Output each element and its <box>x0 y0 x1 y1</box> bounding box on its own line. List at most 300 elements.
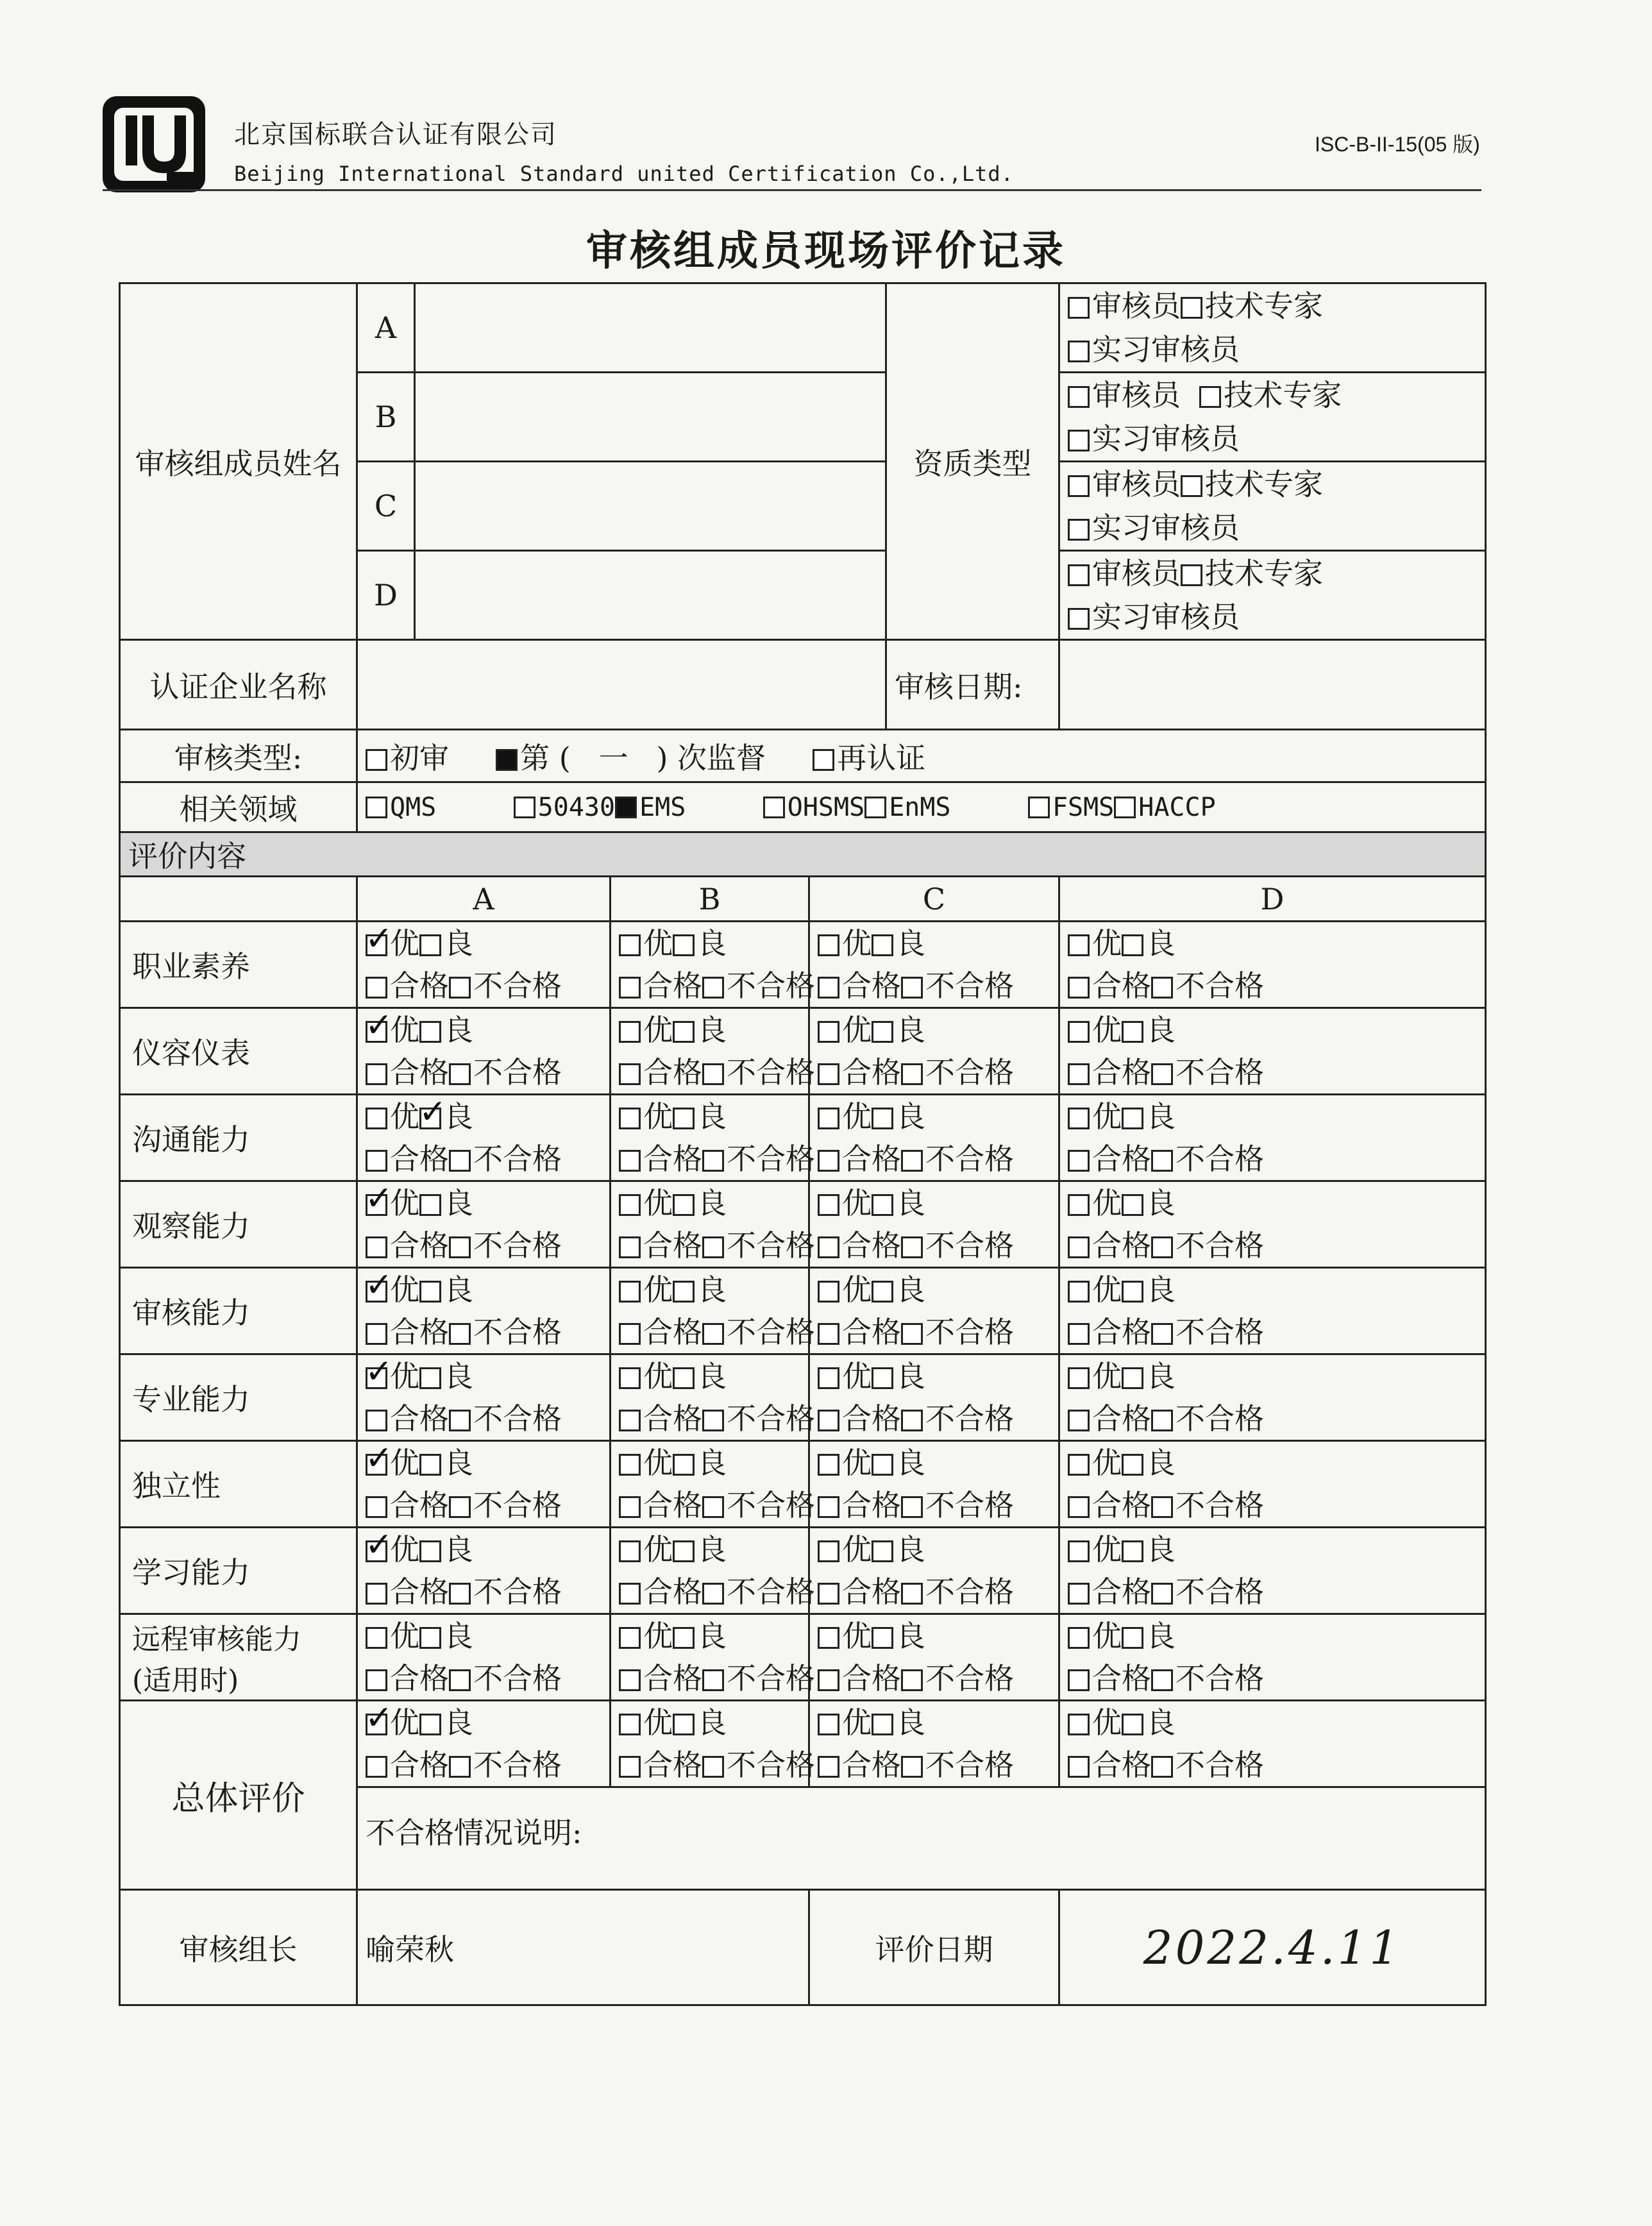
checkbox[interactable] <box>872 1540 893 1562</box>
checkbox[interactable] <box>763 797 785 818</box>
checkbox[interactable] <box>619 1583 641 1605</box>
checkbox[interactable] <box>673 1627 695 1649</box>
rating-option-label: 合格 <box>643 1574 702 1609</box>
checkbox[interactable] <box>818 1714 839 1735</box>
checkbox[interactable] <box>449 1583 471 1605</box>
rating-option-label: 良 <box>1146 1013 1176 1047</box>
checkbox[interactable] <box>1199 386 1221 408</box>
checkbox[interactable] <box>1122 934 1143 956</box>
checkbox[interactable] <box>818 977 839 999</box>
checkbox[interactable] <box>366 749 387 771</box>
checkbox[interactable] <box>1151 1410 1173 1431</box>
checkbox[interactable] <box>366 1108 387 1129</box>
rating-cell-a[interactable] <box>357 1614 611 1701</box>
checkbox[interactable] <box>702 1236 724 1258</box>
rating-option-label: 不合格 <box>727 1661 815 1696</box>
checkbox[interactable] <box>901 1410 923 1431</box>
checkbox[interactable] <box>818 1150 839 1172</box>
checkbox[interactable] <box>1068 977 1090 999</box>
checkbox[interactable] <box>1068 1583 1090 1605</box>
rating-option-label: 合格 <box>643 1401 702 1436</box>
checkbox[interactable] <box>619 1108 641 1129</box>
qualification-a[interactable]: 审核员 技术专家 实习审核员 <box>1059 283 1486 373</box>
checkbox[interactable] <box>673 1540 695 1562</box>
checkbox[interactable] <box>1068 1281 1090 1303</box>
checkbox[interactable] <box>1151 1756 1173 1778</box>
checkbox[interactable] <box>872 1021 893 1043</box>
checkbox[interactable] <box>1068 1410 1090 1431</box>
checkbox[interactable] <box>1068 475 1090 497</box>
checkbox-checked[interactable] <box>365 1006 393 1045</box>
rating-cell-b[interactable] <box>611 1441 815 1528</box>
checkbox-checked[interactable] <box>615 797 637 818</box>
member-name-b[interactable] <box>415 373 886 462</box>
rating-option-label: 不合格 <box>925 1228 1014 1263</box>
checkbox[interactable] <box>619 1627 641 1649</box>
checkbox-checked[interactable] <box>496 749 518 771</box>
rating-option-label: 优 <box>390 1099 419 1134</box>
rating-option-label: 良 <box>896 1532 925 1567</box>
checkbox[interactable] <box>901 1496 923 1518</box>
rating-option-label: 良 <box>444 1619 473 1653</box>
company-name-en: Beijing International Standard united Certification Co.,Ltd. <box>234 162 1014 186</box>
checkbox[interactable] <box>1181 297 1202 319</box>
rating-option-label: 优 <box>1092 1013 1122 1047</box>
checkbox[interactable] <box>673 1367 695 1389</box>
rating-option-label: 不合格 <box>473 1748 562 1782</box>
rating-cell-d[interactable] <box>1059 1441 1486 1528</box>
rating-cell-a[interactable] <box>357 1354 611 1441</box>
rating-option-label: 合格 <box>842 968 901 1003</box>
checkbox[interactable] <box>1181 564 1202 586</box>
checkbox[interactable] <box>1181 475 1202 497</box>
rating-cell-b[interactable] <box>611 1095 815 1181</box>
checkbox[interactable] <box>1028 797 1050 818</box>
rating-cell-c[interactable] <box>809 1181 1059 1268</box>
rating-cell-c[interactable] <box>809 1095 1059 1181</box>
rating-option-label: 合格 <box>1092 968 1151 1003</box>
checkbox[interactable] <box>619 1714 641 1735</box>
rating-cell-b[interactable] <box>611 922 815 1008</box>
checkbox[interactable] <box>619 1150 641 1172</box>
checkbox[interactable] <box>619 1669 641 1691</box>
checkbox[interactable] <box>1068 519 1090 541</box>
checkbox[interactable] <box>1068 1063 1090 1085</box>
checkbox[interactable] <box>619 1454 641 1476</box>
checkbox[interactable] <box>818 1540 839 1562</box>
checkbox[interactable] <box>901 977 923 999</box>
audit-type-options[interactable]: 初审 第 ( 一 ) 次监督 再认证 <box>357 730 1486 782</box>
checkbox[interactable] <box>673 1194 695 1216</box>
checkbox[interactable] <box>1068 1496 1090 1518</box>
rating-option-label: 合格 <box>390 1748 449 1782</box>
rating-option-label: 合格 <box>390 968 449 1003</box>
checkbox[interactable] <box>1151 1150 1173 1172</box>
checkbox[interactable] <box>1151 977 1173 999</box>
checkbox[interactable] <box>1068 1194 1090 1216</box>
checkbox[interactable] <box>818 1454 839 1476</box>
nonconformity-explanation[interactable]: 不合格情况说明: <box>357 1787 1486 1890</box>
checkbox[interactable] <box>449 1756 471 1778</box>
rating-cell-b[interactable] <box>611 1354 815 1441</box>
checkbox[interactable] <box>449 1496 471 1518</box>
checkbox[interactable] <box>818 1410 839 1431</box>
rating-cell-d[interactable] <box>1059 1181 1486 1268</box>
rating-option-label: 良 <box>444 1705 473 1740</box>
checkbox[interactable] <box>366 1496 387 1518</box>
checkbox[interactable] <box>901 1323 923 1345</box>
checkbox[interactable] <box>872 1281 893 1303</box>
rating-option-label: 合格 <box>1092 1661 1151 1696</box>
checkbox[interactable] <box>1151 1236 1173 1258</box>
checkbox[interactable] <box>619 934 641 956</box>
checkbox[interactable] <box>366 1323 387 1345</box>
checkbox[interactable] <box>419 1281 441 1303</box>
checkbox[interactable] <box>673 1714 695 1735</box>
rating-option-label: 合格 <box>1092 1574 1151 1609</box>
rating-option-label: 优 <box>1092 1359 1122 1394</box>
checkbox[interactable] <box>818 1063 839 1085</box>
checkbox[interactable] <box>1068 564 1090 586</box>
checkbox[interactable] <box>702 1756 724 1778</box>
checkbox[interactable] <box>1122 1714 1143 1735</box>
checkbox[interactable] <box>619 1540 641 1562</box>
checkbox[interactable] <box>366 1627 387 1649</box>
checkbox[interactable] <box>619 1236 641 1258</box>
company-name-field[interactable] <box>357 640 886 730</box>
rating-cell-a[interactable] <box>357 1008 611 1095</box>
checkbox[interactable] <box>1068 341 1090 362</box>
rating-option-label: 良 <box>697 1013 727 1047</box>
checkbox[interactable] <box>1122 1108 1143 1129</box>
checkbox[interactable] <box>872 1194 893 1216</box>
checkbox[interactable] <box>872 1627 893 1649</box>
checkbox[interactable] <box>702 1496 724 1518</box>
rating-cell-a[interactable] <box>357 1095 611 1181</box>
checkbox-checked[interactable] <box>365 1179 393 1218</box>
rating-cell-a[interactable] <box>357 1181 611 1268</box>
rating-option-label: 良 <box>444 1446 473 1480</box>
checkbox[interactable] <box>818 1021 839 1043</box>
rating-option-label: 不合格 <box>1176 1748 1264 1782</box>
checkbox[interactable] <box>449 1669 471 1691</box>
checkbox[interactable] <box>1068 1714 1090 1735</box>
checkbox[interactable] <box>702 977 724 999</box>
checkbox[interactable] <box>366 1063 387 1085</box>
eval-date-label: 评价日期 <box>809 1890 1059 2005</box>
checkbox[interactable] <box>619 1021 641 1043</box>
checkbox[interactable] <box>419 1021 441 1043</box>
rating-cell-a[interactable] <box>357 1441 611 1528</box>
checkbox[interactable] <box>901 1669 923 1691</box>
checkbox[interactable] <box>818 1236 839 1258</box>
criterion-row <box>120 1095 1486 1181</box>
checkbox[interactable] <box>1068 934 1090 956</box>
checkbox[interactable] <box>702 1063 724 1085</box>
checkbox[interactable] <box>818 1756 839 1778</box>
eval-date-field[interactable] <box>1059 1890 1486 2005</box>
checkbox[interactable] <box>1151 1323 1173 1345</box>
checkbox[interactable] <box>1122 1021 1143 1043</box>
criterion-name: 独立性 <box>120 1441 357 1528</box>
checkbox[interactable] <box>818 1323 839 1345</box>
checkbox[interactable] <box>1068 1323 1090 1345</box>
rating-cell-b[interactable] <box>611 1614 815 1701</box>
rating-cell-d[interactable] <box>1059 1354 1486 1441</box>
rating-option-label: 不合格 <box>925 1055 1014 1090</box>
rating-cell-a[interactable] <box>357 1701 611 1787</box>
rating-option-label: 不合格 <box>727 1228 815 1263</box>
rating-option-label: 优 <box>643 926 673 961</box>
checkbox[interactable] <box>1068 1627 1090 1649</box>
rating-cell-d[interactable] <box>1059 1701 1486 1787</box>
checkbox[interactable] <box>619 1063 641 1085</box>
checkbox[interactable] <box>673 1454 695 1476</box>
checkbox[interactable] <box>449 1063 471 1085</box>
rating-option-label: 合格 <box>842 1228 901 1263</box>
checkbox[interactable] <box>366 977 387 999</box>
checkbox[interactable] <box>1151 1669 1173 1691</box>
checkbox[interactable] <box>818 1583 839 1605</box>
rating-cell-a[interactable] <box>357 1268 611 1354</box>
checkbox[interactable] <box>864 797 886 818</box>
members-label: 审核组成员姓名 <box>120 283 357 640</box>
checkbox[interactable] <box>1068 386 1090 408</box>
checkbox-checked[interactable] <box>365 1439 393 1478</box>
checkbox[interactable] <box>619 977 641 999</box>
criterion-name: 远程审核能力 (适用时) <box>120 1614 357 1701</box>
checkbox[interactable] <box>619 1194 641 1216</box>
checkbox[interactable] <box>1151 1583 1173 1605</box>
rating-option-label: 不合格 <box>473 1661 562 1696</box>
rating-cell-b[interactable] <box>611 1268 815 1354</box>
checkbox[interactable] <box>872 934 893 956</box>
rating-option-label: 优 <box>390 1532 419 1567</box>
checkbox[interactable] <box>449 1323 471 1345</box>
rating-cell-c[interactable] <box>809 1614 1059 1701</box>
document-header <box>103 96 1481 199</box>
checkbox[interactable] <box>366 1150 387 1172</box>
checkbox[interactable] <box>366 1583 387 1605</box>
rating-cell-c[interactable] <box>809 1701 1059 1787</box>
rating-option-label: 不合格 <box>925 1748 1014 1782</box>
rating-option-label: 良 <box>444 1186 473 1220</box>
rating-cell-c[interactable] <box>809 1354 1059 1441</box>
rating-option-label: 合格 <box>842 1055 901 1090</box>
checkbox[interactable] <box>901 1756 923 1778</box>
checkbox[interactable] <box>813 749 834 771</box>
checkbox[interactable] <box>419 1367 441 1389</box>
checkbox[interactable] <box>673 1281 695 1303</box>
checkbox[interactable] <box>901 1063 923 1085</box>
fields-options[interactable]: QMS 50430 EMS OHSMS EnMS FSMS HACCP <box>357 782 1486 832</box>
checkbox[interactable] <box>702 1410 724 1431</box>
rating-cell-c[interactable] <box>809 922 1059 1008</box>
criterion-name: 审核能力 <box>120 1268 357 1354</box>
checkbox[interactable] <box>702 1669 724 1691</box>
rating-option-label: 不合格 <box>473 1142 562 1176</box>
checkbox[interactable] <box>872 1108 893 1129</box>
member-name-d[interactable] <box>415 551 886 640</box>
checkbox[interactable] <box>818 1194 839 1216</box>
rating-cell-c[interactable] <box>809 1528 1059 1614</box>
checkbox[interactable] <box>1151 1496 1173 1518</box>
checkbox[interactable] <box>619 1323 641 1345</box>
checkbox[interactable] <box>366 1756 387 1778</box>
checkbox[interactable] <box>673 1021 695 1043</box>
checkbox[interactable] <box>1068 608 1090 630</box>
checkbox[interactable] <box>702 1150 724 1172</box>
checkmark-icon: ✓ <box>365 920 393 958</box>
checkbox[interactable] <box>449 1236 471 1258</box>
checkbox[interactable] <box>818 1669 839 1691</box>
checkbox[interactable] <box>872 1454 893 1476</box>
audit-type-label: 审核类型: <box>120 730 357 782</box>
section-label: 评价内容 <box>120 832 1486 877</box>
criterion-name: 沟通能力 <box>120 1095 357 1181</box>
checkbox[interactable] <box>1068 1454 1090 1476</box>
checkbox[interactable] <box>1068 1756 1090 1778</box>
checkbox[interactable] <box>619 1410 641 1431</box>
checkbox[interactable] <box>673 934 695 956</box>
rating-cell-a[interactable] <box>357 922 611 1008</box>
checkmark-icon: ✓ <box>365 1006 393 1045</box>
checkbox[interactable] <box>1068 1021 1090 1043</box>
checkbox[interactable] <box>872 1714 893 1735</box>
checkbox[interactable] <box>1068 1367 1090 1389</box>
checkbox[interactable] <box>366 1669 387 1691</box>
checkbox[interactable] <box>1122 1194 1143 1216</box>
checkbox[interactable] <box>619 1367 641 1389</box>
checkbox[interactable] <box>1114 797 1136 818</box>
rating-cell-b[interactable] <box>611 1701 815 1787</box>
column-header-b: B <box>611 877 809 922</box>
checkbox-checked[interactable] <box>365 1266 393 1304</box>
rating-cell-b[interactable] <box>611 1181 815 1268</box>
rating-option-label: 合格 <box>643 1142 702 1176</box>
rating-option-label: 优 <box>643 1272 673 1307</box>
checkbox[interactable] <box>366 1236 387 1258</box>
checkbox[interactable] <box>449 1410 471 1431</box>
checkbox[interactable] <box>702 1583 724 1605</box>
checkbox-checked[interactable] <box>365 1353 393 1391</box>
checkbox[interactable] <box>818 1108 839 1129</box>
rating-cell-d[interactable] <box>1059 1614 1486 1701</box>
rating-option-label: 优 <box>643 1186 673 1220</box>
checkbox[interactable] <box>419 1194 441 1216</box>
checkmark-icon: ✓ <box>365 1526 393 1564</box>
leader-label: 审核组长 <box>120 1890 357 2005</box>
rating-option-label: 优 <box>842 1705 872 1740</box>
rating-option-label: 优 <box>390 1446 419 1480</box>
checkbox[interactable] <box>419 1454 441 1476</box>
rating-option-label: 合格 <box>1092 1055 1151 1090</box>
checkbox[interactable] <box>818 1367 839 1389</box>
rating-cell-d[interactable] <box>1059 1095 1486 1181</box>
checkbox[interactable] <box>419 934 441 956</box>
checkbox-checked[interactable] <box>365 1526 393 1564</box>
checkbox[interactable] <box>818 934 839 956</box>
checkbox[interactable] <box>1068 1150 1090 1172</box>
rating-cell-b[interactable] <box>611 1008 815 1095</box>
rating-option-label: 不合格 <box>1176 968 1264 1003</box>
rating-cell-d[interactable] <box>1059 1008 1486 1095</box>
qualification-c[interactable]: 审核员 技术专家 实习审核员 <box>1059 462 1486 551</box>
checkbox[interactable] <box>419 1627 441 1649</box>
member-name-c[interactable] <box>415 462 886 551</box>
checkbox[interactable] <box>619 1281 641 1303</box>
checkbox[interactable] <box>1122 1281 1143 1303</box>
rating-option-label: 良 <box>896 1619 925 1653</box>
rating-option-label: 合格 <box>1092 1401 1151 1436</box>
checkbox[interactable] <box>366 797 387 818</box>
checkbox[interactable] <box>419 1714 441 1735</box>
checkbox[interactable] <box>514 797 535 818</box>
checkbox[interactable] <box>449 977 471 999</box>
checkbox[interactable] <box>449 1150 471 1172</box>
checkbox[interactable] <box>818 1627 839 1649</box>
checkbox[interactable] <box>619 1496 641 1518</box>
rating-cell-d[interactable] <box>1059 1268 1486 1354</box>
checkbox[interactable] <box>1122 1454 1143 1476</box>
checkbox[interactable] <box>1122 1627 1143 1649</box>
checkbox[interactable] <box>818 1281 839 1303</box>
rating-option-label: 优 <box>1092 1532 1122 1567</box>
checkbox[interactable] <box>901 1150 923 1172</box>
member-name-a[interactable] <box>415 283 886 373</box>
rating-option-label: 合格 <box>643 1748 702 1782</box>
rating-cell-d[interactable] <box>1059 1528 1486 1614</box>
rating-option-label: 良 <box>444 1099 473 1134</box>
rating-option-label: 合格 <box>390 1142 449 1176</box>
rating-cell-a[interactable] <box>357 1528 611 1614</box>
rating-cell-b[interactable] <box>611 1528 815 1614</box>
rating-option-label: 良 <box>1146 1619 1176 1653</box>
checkbox[interactable] <box>619 1756 641 1778</box>
checkbox[interactable] <box>901 1236 923 1258</box>
checkbox[interactable] <box>1122 1367 1143 1389</box>
checkbox[interactable] <box>419 1540 441 1562</box>
rating-cell-c[interactable] <box>809 1441 1059 1528</box>
checkbox-checked[interactable] <box>365 920 393 958</box>
checkbox[interactable] <box>1068 1108 1090 1129</box>
checkbox-checked[interactable] <box>365 1699 393 1737</box>
checkbox[interactable] <box>1068 297 1090 319</box>
checkbox[interactable] <box>818 1496 839 1518</box>
checkbox-checked[interactable] <box>419 1093 447 1131</box>
qualification-d[interactable]: 审核员 技术专家 实习审核员 <box>1059 551 1486 640</box>
checkbox[interactable] <box>1068 1669 1090 1691</box>
checkbox[interactable] <box>1122 1540 1143 1562</box>
audit-date-field[interactable] <box>1059 640 1486 730</box>
checkbox[interactable] <box>366 1410 387 1431</box>
checkbox[interactable] <box>1068 1236 1090 1258</box>
checkbox[interactable] <box>901 1583 923 1605</box>
checkbox[interactable] <box>872 1367 893 1389</box>
rating-cell-c[interactable] <box>809 1268 1059 1354</box>
checkbox[interactable] <box>702 1323 724 1345</box>
rating-option-label: 不合格 <box>1176 1315 1264 1349</box>
qualification-b[interactable]: 审核员 技术专家 实习审核员 <box>1059 373 1486 462</box>
checkbox[interactable] <box>1068 1540 1090 1562</box>
checkbox[interactable] <box>1151 1063 1173 1085</box>
checkbox[interactable] <box>1068 430 1090 451</box>
rating-cell-d[interactable] <box>1059 922 1486 1008</box>
rating-option-label: 良 <box>1146 926 1176 961</box>
rating-option-label: 不合格 <box>925 1401 1014 1436</box>
checkbox[interactable] <box>673 1108 695 1129</box>
rating-cell-c[interactable] <box>809 1008 1059 1095</box>
